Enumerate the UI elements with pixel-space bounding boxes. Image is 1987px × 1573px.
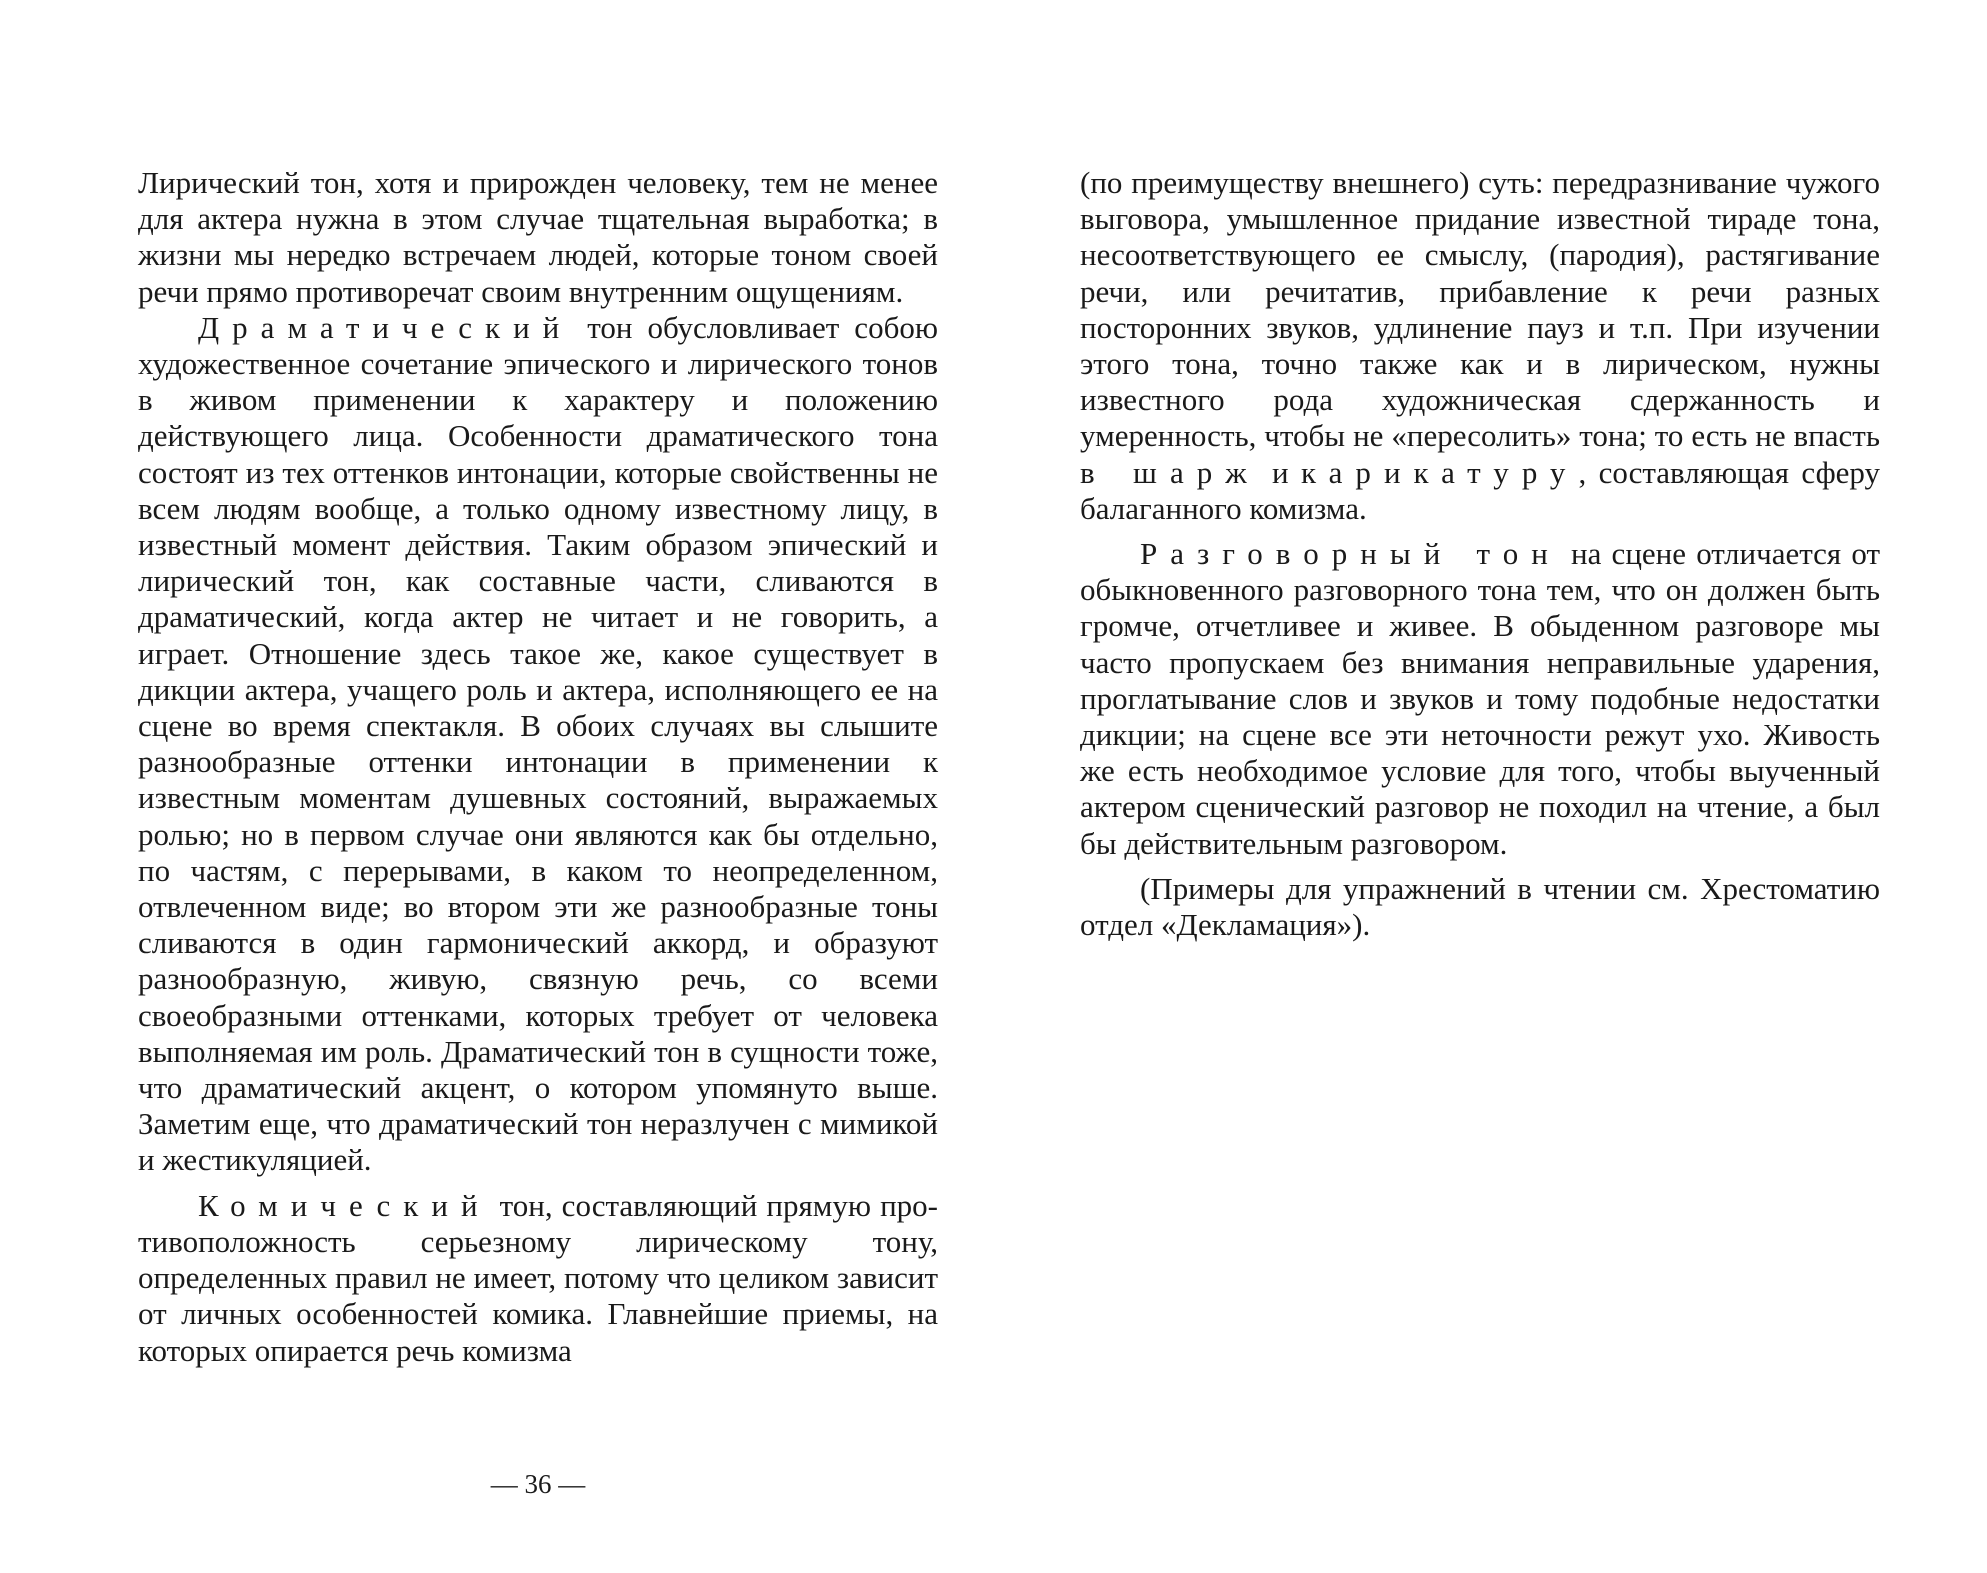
- spaced-term: Комический: [198, 1187, 491, 1223]
- paragraph-text: (по преимуществу внешнего) суть: передразнивание чужого выговора, умышленное придание известной тираде тона, несоответствующего ее смыслу, (пародия), растягивание речи, или речитатив, прибавление к речи разных посторонних звуков, удлинение пауз и т.п. При изучении этого тона, точно также как и в лирическом, нужны известного рода художническая сдержанность и умеренность, чтобы не «пересолить» тона; то есть не впасть: [1080, 165, 1880, 454]
- spaced-term: Разговорный тон: [1140, 536, 1561, 572]
- paragraph-examples-note: [1080, 871, 1880, 943]
- paragraph-comic-continued: [1080, 165, 1880, 527]
- paragraph-text: (Примеры для упражнений в чтении см. Хрестоматию отдел «Декламация»).: [1080, 870, 1880, 943]
- paragraph-text: на сцене отличается от обыкновенного разговорного тона тем, что он должен быть громче, отчетливее и живее. В обыденном разговоре мы часто пропускаем без внимания неправильные ударения, проглатывание слов и звуков и тому подобные недостатки дикции; на сцене все эти неточности режут ухо. Живость же есть необходимое условие для того, чтобы выученный актером сценический разговор не походил на чтение, а был бы действительным разговором.: [1080, 536, 1880, 861]
- paragraph-text: , составляющая сферу балаганного комизма.: [1080, 454, 1881, 526]
- paragraph-comic-tone: [138, 1188, 938, 1369]
- spaced-term: Драматический: [198, 309, 573, 345]
- paragraph-text: тон обусловливает собою художественное сочетание эпического и лирического тонов в живом применении к характеру и положению действующего лица. Особенности драматического тона состоят из тех оттенков интонации, которые свойственны не всем людям вообще, а только одному известному лицу, в известный момент действия. Таким образом эпический и лирический тон, как составные части, сливаются в драматический, когда актер не читает и не говорить, а играет. Отношение здесь такое же, какое существует в дикции актера, учащего роль и актера, исполняющего ее на сцене во время спектакля. В обоих случаях вы слышите разнообразные оттенки интонации в применении к известным моментам душевных состояний, выражаемых ролью; но в первом случае они являются как бы отдельно, по частям, с перерывами, в каком то неопределенном, отвлеченном виде; во втором эти же разнообразные тоны сливаются в один гармонический аккорд, и образуют разнообразную, живую, связную речь, со всеми своеобразными оттенками, которых требует от человека выполняемая им роль. Драматический тон в сущности тоже, что драматический акцент, о котором упомянуто выше. Заметим еще, что драматический тон неразлучен с мимикой и жестикуляцией.: [138, 309, 938, 1178]
- left-page: [138, 165, 938, 1369]
- spaced-term: карикатуру: [1301, 454, 1579, 490]
- paragraph-conversational-tone: [1080, 536, 1880, 862]
- page-number: — 36 —: [490, 1469, 586, 1499]
- paragraph-text: и: [1259, 454, 1302, 490]
- right-page: [1080, 165, 1880, 943]
- paragraph-lyrical-tone: [138, 165, 938, 310]
- paragraph-text: тон, составляющий прямую противоположность серьезному лирическому тону, определенных правил не имеет, потому что целиком зависит от личных особенностей комика. Главнейшие приемы, на которых опирается речь комизма: [138, 1187, 938, 1368]
- paragraph-dramatic-tone: [138, 310, 938, 1179]
- paragraph-text: Лирический тон, хотя и прирожден человеку, тем не менее для актера нужна в этом случае тщательная выработка; в жизни мы нередко встречаем людей, которые тоном своей речи прямо противоречат своим внутренним ощущениям.: [138, 165, 938, 309]
- spaced-term: в шарж: [1080, 454, 1260, 490]
